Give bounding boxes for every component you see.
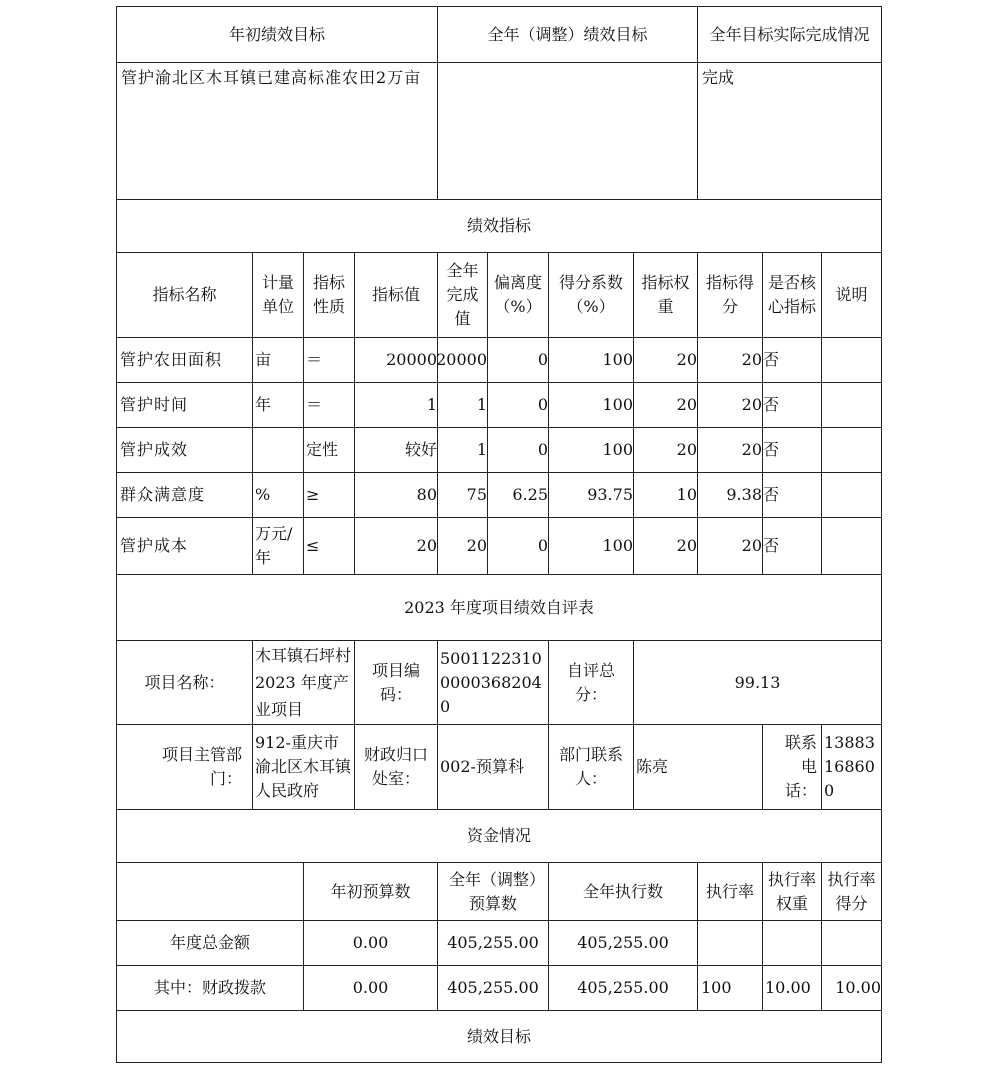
ind-header-nature: 指标性质 — [312, 273, 345, 316]
goal-header-initial: 年初绩效目标 — [228, 24, 325, 44]
ind-row-deviation: 0 — [537, 440, 548, 459]
funds-row-label: 其中：财政拨款 — [153, 978, 266, 997]
funds-header-rate: 执行率 — [705, 881, 754, 901]
dept-label: 项目主管部门： — [161, 745, 242, 788]
project-name-label: 项目名称： — [144, 672, 225, 692]
ind-header-deviation: 偏离度（%） — [493, 273, 542, 316]
ind-row-name: 管护农田面积 — [120, 350, 223, 369]
ind-header-unit: 计量单位 — [261, 273, 294, 316]
ind-row-coef: 100 — [602, 395, 633, 414]
phone-label: 联系电话： — [784, 733, 817, 800]
ind-row-coef: 100 — [602, 350, 633, 369]
funds-row-initial: 0.00 — [352, 933, 389, 952]
ind-header-note: 说明 — [835, 285, 868, 304]
contact-value: 陈亮 — [636, 757, 669, 776]
funds-row-weight — [763, 921, 821, 965]
ind-row-target: 80 — [416, 485, 437, 504]
ind-row-target: 20 — [416, 536, 437, 555]
ind-row-name: 管护成本 — [120, 536, 189, 555]
ind-row-deviation: 0 — [537, 395, 548, 414]
ind-row-target: 1 — [426, 395, 437, 414]
funds-header-adjusted: 全年（调整）预算数 — [448, 869, 537, 913]
ind-row-actual: 1 — [476, 440, 487, 459]
ind-header-core: 是否核心指标 — [767, 273, 816, 316]
ind-row-target: 20000 — [386, 350, 437, 369]
ind-row-score: 9.38 — [726, 485, 762, 504]
ind-row-note — [822, 518, 881, 574]
funds-row-executed: 405,255.00 — [577, 978, 669, 997]
funds-row-initial: 0.00 — [352, 978, 389, 997]
ind-header-actual: 全年完成值 — [446, 261, 479, 328]
goal-adjusted-text — [438, 66, 697, 196]
funds-row-score: 10.00 — [835, 978, 881, 997]
ind-row-weight: 20 — [676, 536, 697, 555]
ind-row-note — [822, 338, 881, 382]
self-score-value: 99.13 — [734, 672, 781, 692]
goal-header-actual: 全年目标实际完成情况 — [709, 24, 870, 44]
funds-row-rate — [698, 921, 762, 965]
ind-row-nature: ≥ — [306, 485, 320, 504]
ind-header-coef: 得分系数（%） — [558, 273, 623, 316]
ind-row-score: 20 — [741, 350, 762, 369]
goal-actual-text: 完成 — [702, 68, 735, 87]
ind-row-weight: 20 — [676, 440, 697, 459]
funds-header-weight: 执行率权重 — [767, 869, 816, 913]
funds-header-score: 执行率得分 — [827, 869, 876, 913]
funds-row-adjusted: 405,255.00 — [447, 978, 539, 997]
project-code-label: 项目编码： — [371, 660, 420, 704]
ind-row-core: 否 — [763, 395, 780, 414]
ind-row-core: 否 — [763, 440, 780, 459]
ind-row-score: 20 — [741, 395, 762, 414]
self-score-label: 自评总分： — [566, 660, 615, 704]
ind-row-unit: 万元/年 — [255, 524, 293, 567]
ind-row-core: 否 — [763, 536, 780, 555]
ind-row-coef: 100 — [602, 440, 633, 459]
goal-header-adjusted: 全年（调整）绩效目标 — [487, 24, 648, 44]
ind-row-deviation: 0 — [537, 536, 548, 555]
indicators-title: 绩效指标 — [466, 216, 531, 235]
funds-header-initial: 年初预算数 — [330, 881, 411, 901]
funds-title: 资金情况 — [466, 826, 531, 845]
ind-row-actual: 20000 — [436, 350, 487, 369]
ind-row-nature: ＝ — [306, 350, 323, 369]
funds-header-blank — [117, 863, 303, 920]
finance-office-label: 财政归口处室： — [363, 745, 428, 788]
funds-row-label: 年度总金额 — [169, 933, 250, 952]
ind-row-score: 20 — [741, 440, 762, 459]
ind-row-unit: 年 — [255, 395, 272, 414]
goal-initial-text: 管护渝北区木耳镇已建高标准农田2万亩 — [121, 68, 422, 87]
funds-row-score — [822, 921, 881, 965]
ind-row-nature: 定性 — [306, 440, 339, 459]
ind-row-coef: 93.75 — [587, 485, 633, 504]
ind-row-nature: ＝ — [306, 395, 323, 414]
ind-row-unit: 亩 — [255, 350, 272, 369]
ind-row-name: 群众满意度 — [120, 485, 206, 504]
ind-row-note — [822, 383, 881, 427]
ind-header-target: 指标值 — [371, 285, 420, 304]
funds-row-executed: 405,255.00 — [577, 933, 669, 952]
ind-row-actual: 20 — [466, 536, 487, 555]
ind-row-core: 否 — [763, 485, 780, 504]
project-code-value: 500112231000003682040 — [440, 648, 542, 716]
ind-row-weight: 10 — [676, 485, 697, 504]
ind-row-unit — [253, 428, 303, 472]
ind-row-deviation: 0 — [537, 350, 548, 369]
ind-row-deviation: 6.25 — [512, 485, 548, 504]
ind-row-name: 管护时间 — [120, 395, 189, 414]
ind-row-core: 否 — [763, 350, 780, 369]
ind-row-target: 较好 — [404, 440, 437, 459]
funds-header-executed: 全年执行数 — [582, 881, 663, 901]
ind-row-coef: 100 — [602, 536, 633, 555]
ind-row-weight: 20 — [676, 350, 697, 369]
dept-value: 912-重庆市渝北区木耳镇人民政府 — [255, 733, 352, 800]
funds-row-adjusted: 405,255.00 — [447, 933, 539, 952]
phone-value: 13883168600 — [824, 733, 875, 800]
ind-row-note — [822, 473, 881, 517]
ind-row-name: 管护成效 — [120, 440, 189, 459]
ind-row-nature: ≤ — [306, 536, 320, 555]
funds-row-weight: 10.00 — [765, 978, 811, 997]
ind-row-actual: 1 — [476, 395, 487, 414]
ind-header-name: 指标名称 — [152, 285, 217, 304]
ind-row-note — [822, 428, 881, 472]
ind-header-score: 指标得分 — [705, 273, 754, 316]
contact-label: 部门联系人： — [558, 745, 623, 788]
ind-header-weight: 指标权重 — [641, 273, 690, 316]
funds-row-rate: 100 — [701, 978, 732, 997]
ind-row-score: 20 — [741, 536, 762, 555]
ind-row-actual: 75 — [466, 485, 487, 504]
eval-title: 2023 年度项目绩效自评表 — [404, 597, 594, 617]
project-name-value: 木耳镇石坪村 2023 年度产业项目 — [255, 646, 352, 719]
ind-row-unit: % — [255, 485, 271, 504]
finance-office-value: 002-预算科 — [440, 757, 524, 776]
goals-title: 绩效目标 — [466, 1026, 531, 1046]
ind-row-weight: 20 — [676, 395, 697, 414]
